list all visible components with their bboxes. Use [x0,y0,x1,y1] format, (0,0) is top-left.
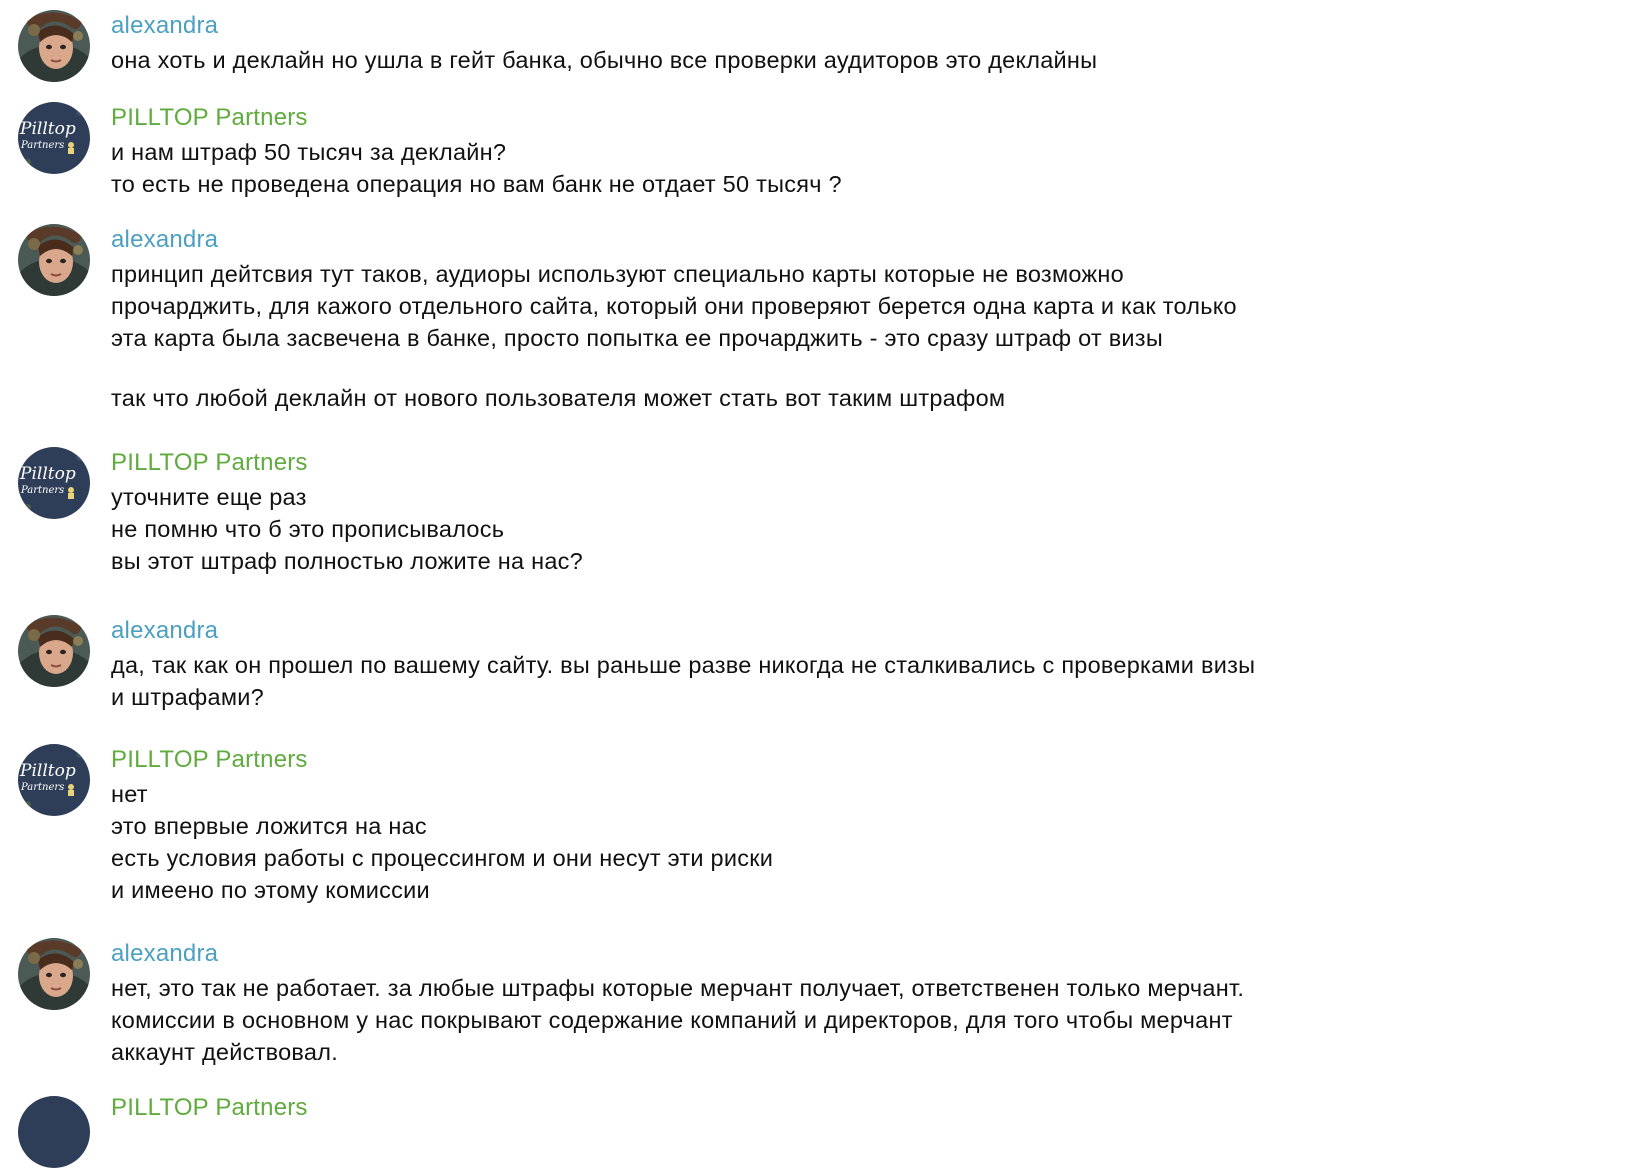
pilltop-logo [18,447,90,519]
avatar-alexandra[interactable] [18,615,90,687]
sender-name[interactable]: PILLTOP Partners [111,1094,308,1121]
message-text [111,481,583,577]
avatar-alexandra-image [18,938,90,1010]
avatar-alexandra[interactable] [18,10,90,82]
message-line: и штрафами? [111,684,264,710]
sender-name[interactable]: PILLTOP Partners [111,104,308,131]
svg-text:Partners: Partners [21,485,65,496]
message-line: это впервые ложится на нас [111,813,427,839]
message-line: нет [111,781,148,807]
sender-name[interactable]: alexandra [111,226,219,253]
message-line: так что любой деклайн от нового пользователя может стать вот таким штрафом [111,385,1006,411]
sender-name[interactable]: PILLTOP Partners [111,449,308,476]
pilltop-logo [18,744,90,816]
svg-text:Pilltop: Pilltop [20,761,76,781]
message-line: да, так как он прошел по вашему сайту. вы раньше разве никогда не сталкивались с проверками визы [111,652,1256,678]
message-line: не помню что б это прописывалось [111,516,505,542]
message-text [111,972,1244,1068]
message-line: аккаунт действовал. [111,1039,338,1065]
sender-name[interactable]: PILLTOP Partners [111,746,308,773]
avatar-pilltop[interactable] [18,744,90,816]
avatar-alexandra-image [18,10,90,82]
message-line: комиссии в основном у нас покрывают содержание компаний и директоров, для того чтобы мерчант [111,1007,1233,1033]
message-line: и имеено по этому комиссии [111,877,430,903]
avatar-alexandra-image [18,224,90,296]
message-line: прочарджить, для кажого отдельного сайта, который они проверяют берется одна карта и как только [111,293,1237,319]
message-line: принцип дейтсвия тут таков, аудиоры используют специально карты которые не возможно [111,261,1124,287]
message-line: нет, это так не работает. за любые штрафы которые мерчант получает, ответственен только мерчант. [111,975,1245,1001]
message-text [111,649,1255,713]
message-text [111,778,773,906]
message-line: уточните еще раз [111,484,307,510]
message-line: она хоть и деклайн но ушла в гейт банка, обычно все проверки аудиторов это деклайны [111,47,1098,73]
message-line: и нам штраф 50 тысяч за деклайн? [111,139,507,165]
message-line: есть условия работы с процессингом и они несут эти риски [111,845,774,871]
avatar-pilltop[interactable] [18,1096,90,1168]
pilltop-logo [18,1096,90,1168]
avatar-pilltop[interactable] [18,447,90,519]
svg-text:Partners: Partners [21,140,65,151]
avatar-alexandra[interactable] [18,938,90,1010]
svg-text:Pilltop: Pilltop [20,464,76,484]
avatar-alexandra[interactable] [18,224,90,296]
message-text [111,136,842,200]
svg-text:Pilltop: Pilltop [20,119,76,139]
message-line: вы этот штраф полностью ложите на нас? [111,548,583,574]
svg-text:Partners: Partners [21,782,65,793]
sender-name[interactable]: alexandra [111,12,219,39]
sender-name[interactable]: alexandra [111,940,219,967]
avatar-pilltop[interactable] [18,102,90,174]
sender-name[interactable]: alexandra [111,617,219,644]
message-line: эта карта была засвечена в банке, просто попытка ее прочарджить - это сразу штраф от визы [111,325,1163,351]
message-text [111,258,1237,414]
pilltop-logo [18,102,90,174]
avatar-alexandra-image [18,615,90,687]
message-line: то есть не проведена операция но вам банк не отдает 50 тысяч ? [111,171,842,197]
message-text [111,44,1097,76]
